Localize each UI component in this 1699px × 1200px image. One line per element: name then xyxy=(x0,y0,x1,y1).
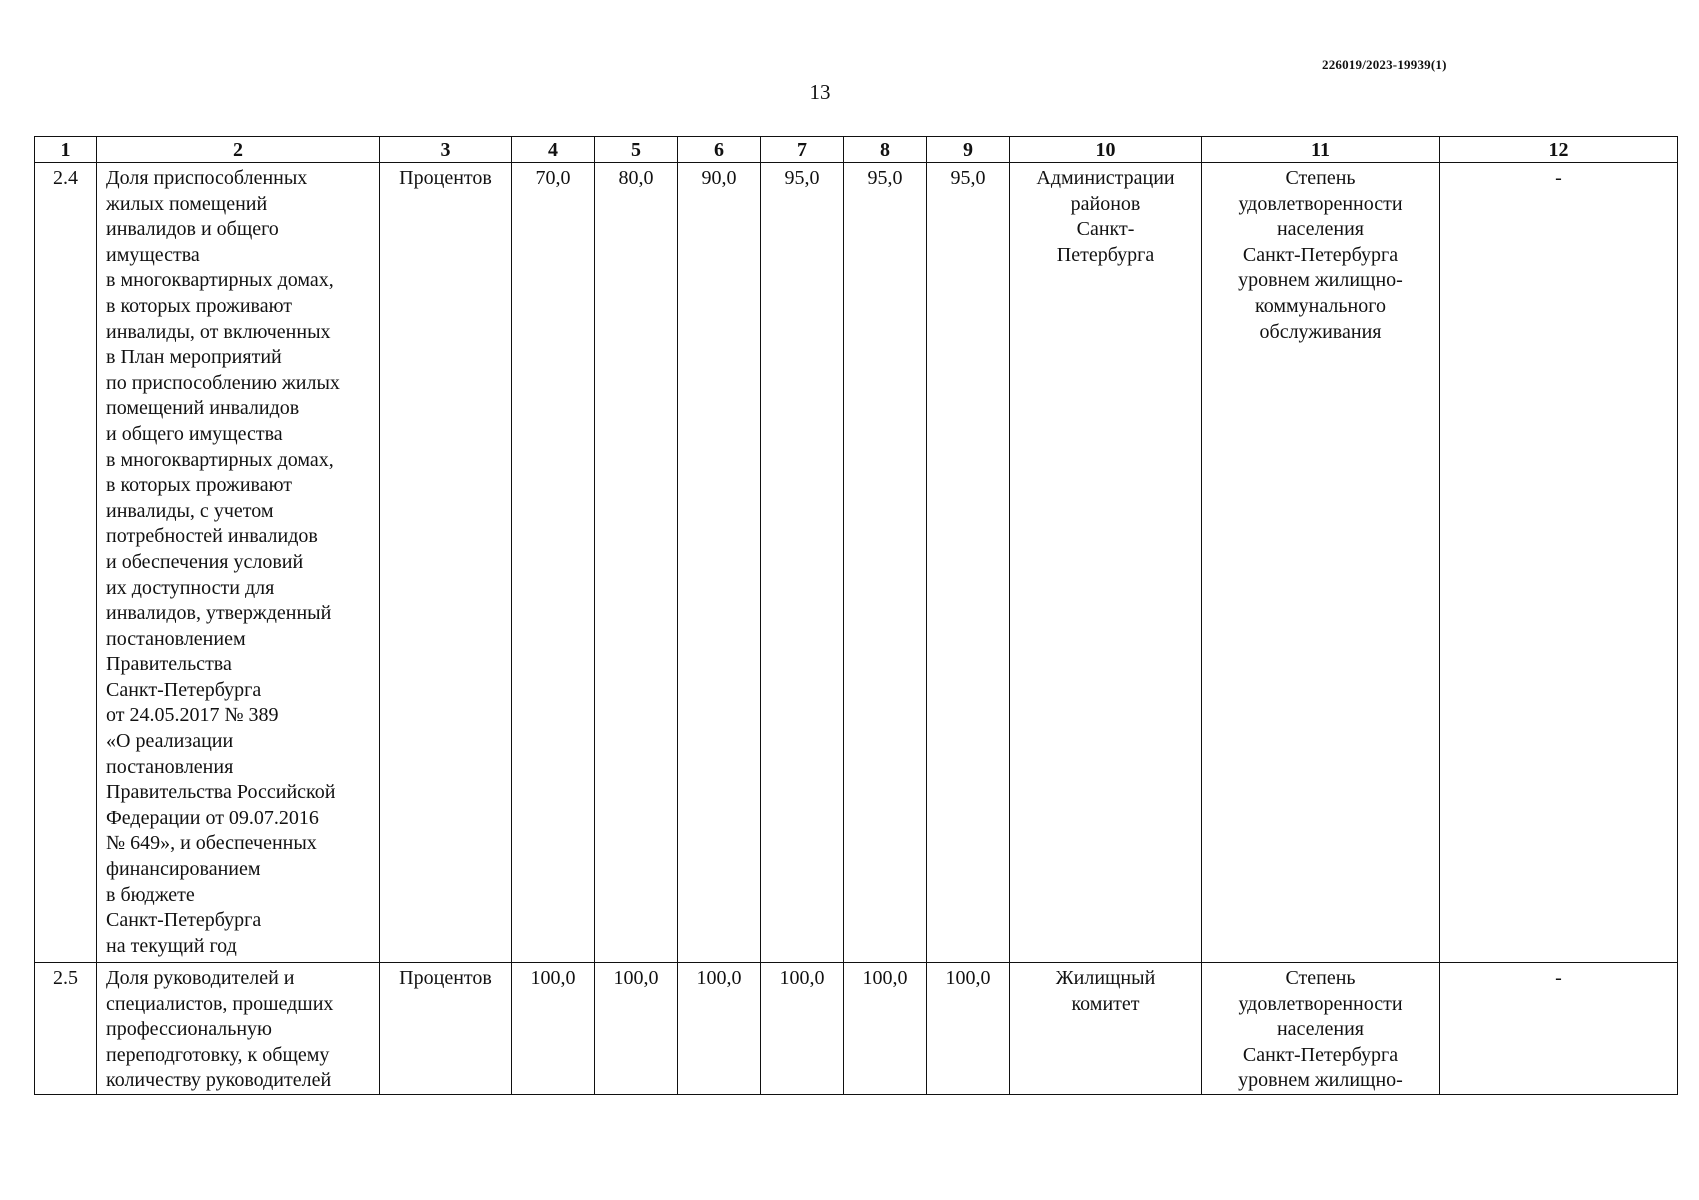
indicator-name-line: жилых помещений xyxy=(106,192,268,215)
goal-line: удовлетворенности xyxy=(1238,992,1403,1015)
goal-line: обслуживания xyxy=(1259,320,1382,343)
value-cell: 100,0 xyxy=(927,963,1010,1095)
column-header: 8 xyxy=(844,137,927,163)
indicator-name-cell xyxy=(97,963,380,1095)
value-cell: 100,0 xyxy=(512,963,595,1095)
column-header: 2 xyxy=(97,137,380,163)
indicator-name-line: потребностей инвалидов xyxy=(106,525,318,548)
indicator-name-line: в многоквартирных домах, xyxy=(106,448,334,471)
goal-cell xyxy=(1202,163,1440,963)
indicator-name-line: профессиональную xyxy=(106,1018,272,1041)
indicator-name-line: Доля руководителей и xyxy=(106,967,295,989)
goal-line: уровнем жилищно- xyxy=(1238,1069,1403,1092)
value-cell: 100,0 xyxy=(678,963,761,1095)
indicator-name-line: Федерации от 09.07.2016 xyxy=(106,806,319,829)
table-row xyxy=(35,963,1678,1095)
goal-line: Степень xyxy=(1285,167,1356,189)
value-cell: 90,0 xyxy=(678,163,761,963)
indicator-name-line: Санкт-Петербурга xyxy=(106,678,262,701)
indicator-name-line: имущества xyxy=(106,243,200,266)
indicator-name-line: в которых проживают xyxy=(106,294,292,317)
goal-line: Санкт-Петербурга xyxy=(1242,243,1399,266)
indicator-name-line: в которых проживают xyxy=(106,474,292,497)
goal-line: Степень xyxy=(1285,967,1356,989)
column-header: 1 xyxy=(35,137,97,163)
indicator-name-line: их доступности для xyxy=(106,576,275,599)
responsible-line: комитет xyxy=(1071,992,1140,1015)
note-cell: - xyxy=(1440,163,1678,963)
value-cell: 70,0 xyxy=(512,163,595,963)
page-number: 13 xyxy=(809,80,831,104)
goal-line: коммунального xyxy=(1255,294,1386,317)
column-header: 12 xyxy=(1440,137,1678,163)
goal-line: уровнем жилищно- xyxy=(1238,269,1403,292)
column-header: 6 xyxy=(678,137,761,163)
indicators-table xyxy=(34,136,1678,1095)
indicator-name-line: постановлением xyxy=(106,627,246,650)
note-cell: - xyxy=(1440,963,1678,1095)
indicator-name-cell xyxy=(97,163,380,963)
responsible-line: районов xyxy=(1070,192,1141,215)
indicator-name-line: инвалиды, от включенных xyxy=(106,320,331,343)
indicator-name-line: инвалидов и общего xyxy=(106,218,279,241)
indicator-name-line: Доля приспособленных xyxy=(106,167,308,189)
responsible-line: Санкт- xyxy=(1076,218,1135,241)
column-header: 10 xyxy=(1010,137,1202,163)
value-cell: 100,0 xyxy=(595,963,678,1095)
value-cell: 95,0 xyxy=(927,163,1010,963)
column-header: 5 xyxy=(595,137,678,163)
goal-cell xyxy=(1202,963,1440,1095)
column-header: 9 xyxy=(927,137,1010,163)
responsible-line: Петербурга xyxy=(1056,243,1155,266)
responsible-cell xyxy=(1010,163,1202,963)
value-cell: 95,0 xyxy=(761,163,844,963)
value-cell: 100,0 xyxy=(844,963,927,1095)
indicator-name-line: в многоквартирных домах, xyxy=(106,269,334,292)
indicator-name-line: Санкт-Петербурга xyxy=(106,909,262,932)
indicator-name-line: и общего имущества xyxy=(106,422,283,445)
row-number-cell: 2.4 xyxy=(35,163,97,963)
responsible-cell xyxy=(1010,963,1202,1095)
indicator-name-line: переподготовку, к общему xyxy=(106,1043,330,1066)
column-header: 4 xyxy=(512,137,595,163)
table-row xyxy=(35,163,1678,963)
row-number-cell: 2.5 xyxy=(35,963,97,1095)
goal-line: населения xyxy=(1276,218,1365,241)
responsible-line: Жилищный xyxy=(1055,967,1156,989)
column-header: 7 xyxy=(761,137,844,163)
unit-cell: Процентов xyxy=(380,963,512,1095)
goal-line: удовлетворенности xyxy=(1238,192,1403,215)
indicator-name-line: финансированием xyxy=(106,858,261,881)
indicator-name-line: постановления xyxy=(106,755,234,778)
indicator-name-line: на текущий год xyxy=(106,934,237,957)
responsible-line: Администрации xyxy=(1036,167,1175,189)
unit-cell: Процентов xyxy=(380,163,512,963)
indicator-name-line: в бюджете xyxy=(106,883,195,906)
column-header: 11 xyxy=(1202,137,1440,163)
value-cell: 80,0 xyxy=(595,163,678,963)
indicator-name-line: Правительства xyxy=(106,653,232,676)
indicator-name-line: количеству руководителей xyxy=(106,1069,332,1092)
value-cell: 95,0 xyxy=(844,163,927,963)
goal-line: населения xyxy=(1276,1018,1365,1041)
indicator-name-line: и обеспечения условий xyxy=(106,550,304,573)
indicator-name-line: в План мероприятий xyxy=(106,346,282,369)
indicator-name-line: инвалиды, с учетом xyxy=(106,499,274,522)
indicator-name-line: от 24.05.2017 № 389 xyxy=(106,704,279,727)
document-id: 226019/2023-19939(1) xyxy=(1322,57,1447,72)
indicator-name-line: «О реализации xyxy=(106,730,234,753)
indicator-name-line: Правительства Российской xyxy=(106,781,336,804)
goal-line: Санкт-Петербурга xyxy=(1242,1043,1399,1066)
column-header: 3 xyxy=(380,137,512,163)
indicator-name-line: инвалидов, утвержденный xyxy=(106,602,332,625)
indicator-name-line: специалистов, прошедших xyxy=(106,992,334,1015)
indicator-name-line: по приспособлению жилых xyxy=(106,371,340,394)
column-number-header-row xyxy=(35,137,1678,163)
indicator-name-line: помещений инвалидов xyxy=(106,397,300,420)
indicator-name-line: № 649», и обеспеченных xyxy=(106,832,317,855)
value-cell: 100,0 xyxy=(761,963,844,1095)
